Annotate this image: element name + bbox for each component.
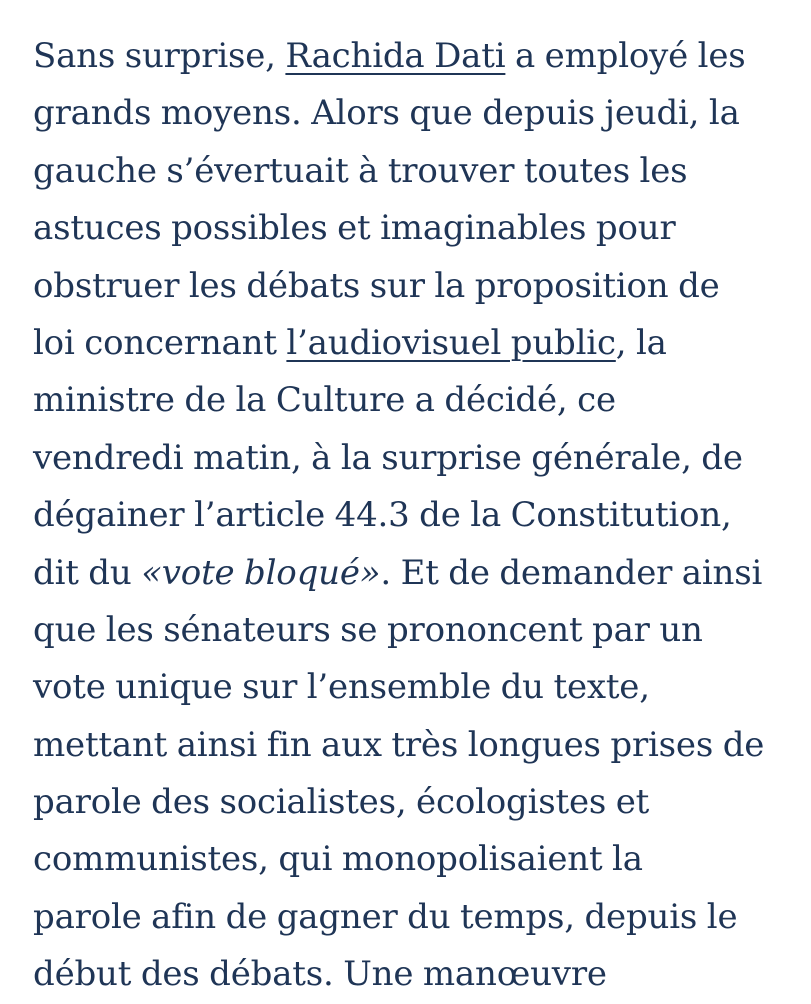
link-rachida-dati[interactable]: Rachida Dati: [285, 36, 506, 76]
text-segment: loi concernant: [33, 322, 287, 363]
paragraph-line: [33, 545, 803, 602]
text-segment: . Et de demander ainsi: [380, 552, 763, 593]
link-audiovisuel-public[interactable]: l’audiovisuel public: [286, 322, 616, 363]
article-paragraph: [33, 28, 803, 1004]
paragraph-line: communistes, qui monopolisaient la: [33, 839, 643, 880]
paragraph-line: que les sénateurs se prononcent par un: [33, 609, 703, 650]
paragraph-line: [33, 28, 803, 85]
italic-quote: «vote bloqué»: [141, 552, 381, 593]
paragraph-line: dégainer l’article 44.3 de la Constitution,: [33, 495, 732, 536]
text-segment: , la: [615, 322, 667, 363]
paragraph-line: vendredi matin, à la surprise générale, de: [33, 437, 743, 478]
paragraph-line: [33, 315, 803, 372]
paragraph-line: mettant ainsi fin aux très longues prises de: [33, 724, 765, 765]
text-segment: a employé les: [505, 36, 746, 76]
paragraph-line: parole afin de gagner du temps, depuis le: [33, 896, 738, 937]
paragraph-line: ministre de la Culture a décidé, ce: [33, 380, 616, 421]
text-segment: Sans surprise,: [33, 36, 286, 76]
paragraph-line: parole des socialistes, écologistes et: [33, 782, 650, 823]
paragraph-line: début des débats. Une manœuvre: [33, 954, 607, 995]
paragraph-line: obstruer les débats sur la proposition de: [33, 265, 720, 306]
paragraph-line: vote unique sur l’ensemble du texte,: [33, 667, 650, 708]
paragraph-line: grands moyens. Alors que depuis jeudi, la: [33, 93, 740, 134]
paragraph-line: astuces possibles et imaginables pour: [33, 208, 676, 249]
text-segment: dit du: [33, 552, 142, 593]
paragraph-line: gauche s’évertuait à trouver toutes les: [33, 150, 688, 191]
